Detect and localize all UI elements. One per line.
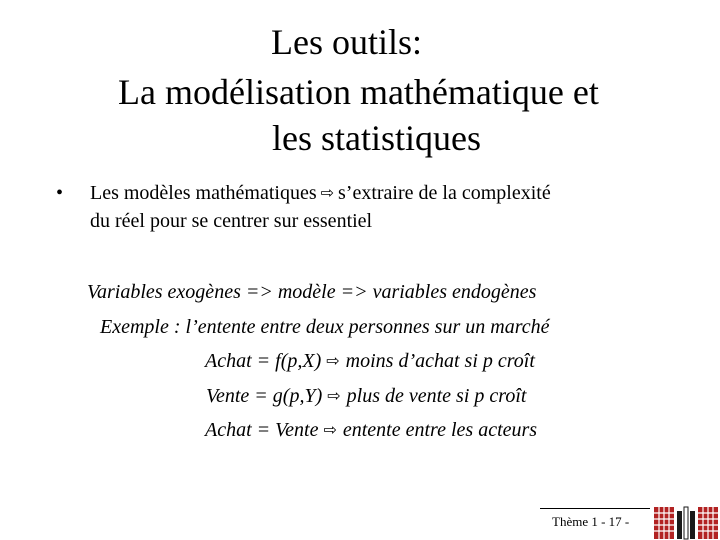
bullet-text-line2: du réel pour se centrer sur essentiel: [90, 210, 373, 232]
equation-vente-effect: plus de vente si p croît: [346, 385, 527, 407]
title-line-3: les statistiques: [272, 118, 481, 158]
institution-logo-icon: [652, 503, 720, 540]
equation-vente-formula: Vente = g(p,Y): [206, 385, 323, 407]
title-line-1: Les outils:: [271, 22, 422, 62]
title-line-2: La modélisation mathématique et: [118, 72, 599, 112]
arrow-right-icon: ⇨: [327, 386, 341, 405]
equation-achat-effect: moins d’achat si p croît: [345, 350, 535, 372]
equation-vente: [206, 383, 526, 409]
footer-rule: [540, 508, 650, 509]
arrow-right-icon: ⇨: [326, 351, 340, 370]
equation-equilibre: [205, 417, 537, 443]
bullet-marker: •: [56, 182, 64, 204]
equation-equilibre-formula: Achat = Vente: [205, 419, 319, 441]
example-line-text: Exemple : l’entente entre deux personnes sur un marché: [100, 316, 550, 338]
flow-line: [87, 279, 536, 305]
flow-line-text: Variables exogènes => modèle => variables endogènes: [87, 281, 537, 303]
slide-number-label: Thème 1 - 17 -: [552, 514, 630, 529]
equation-achat: [205, 348, 535, 374]
bullet-text-start: Les modèles mathématiques: [90, 182, 317, 204]
equation-equilibre-effect: entente entre les acteurs: [342, 419, 538, 441]
example-line: [100, 314, 549, 340]
bullet-text: [90, 179, 680, 235]
bullet-text-end: s’extraire de la complexité: [338, 182, 551, 204]
equation-achat-formula: Achat = f(p,X): [205, 350, 322, 372]
arrow-right-icon: ⇨: [320, 183, 335, 202]
arrow-right-icon: ⇨: [323, 420, 337, 439]
